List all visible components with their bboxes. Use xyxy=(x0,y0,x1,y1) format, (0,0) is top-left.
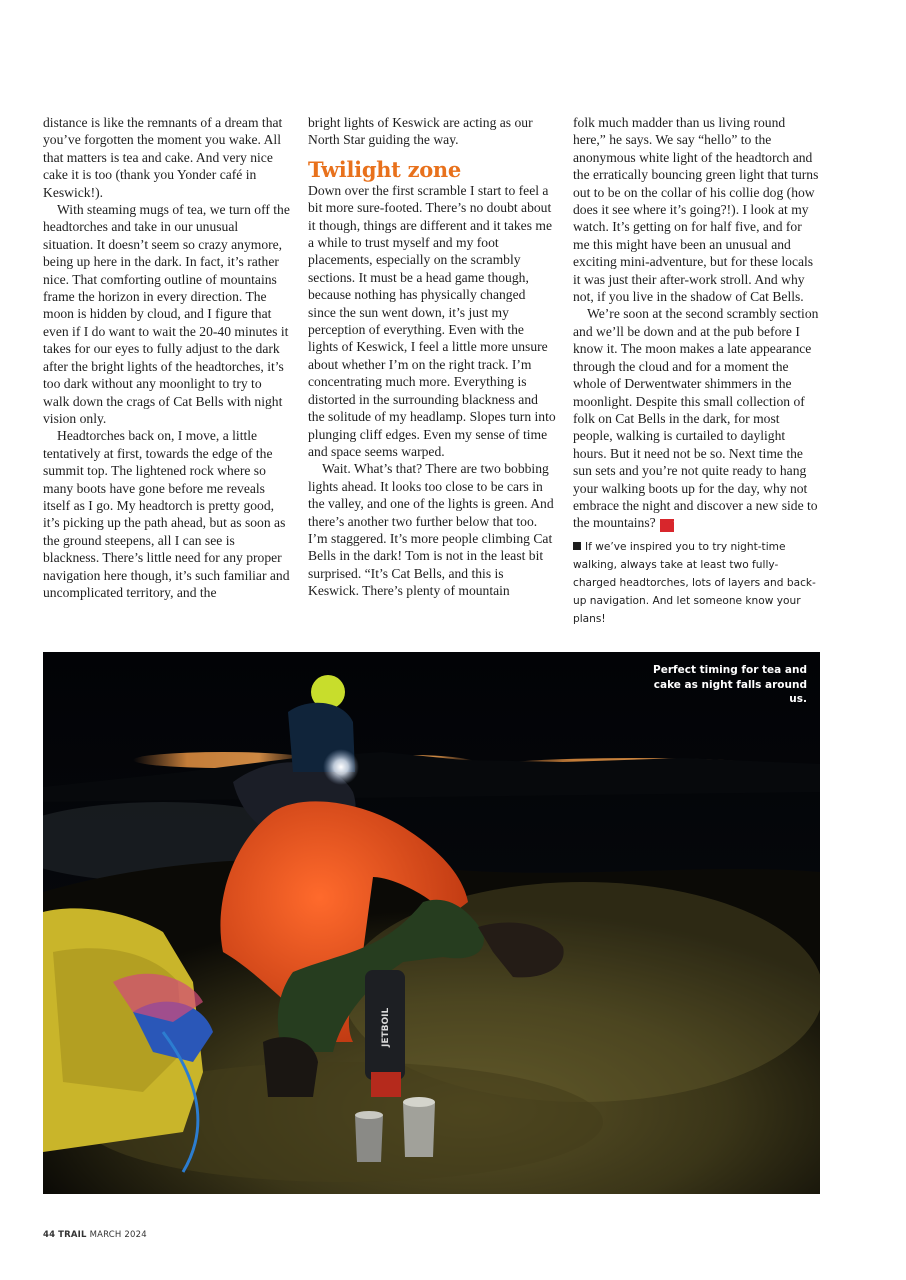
end-mark-icon: T xyxy=(660,519,674,532)
paragraph: folk much madder than us living round here,” he says. We say “hello” to the anonymous white light of the headtorch and the erratically bouncing green light that turns out to be on the collar of his collie dog (how does it see where it’s going?!). I look at my watch. It’s getting on for half five, and for me this might have been an unusual and exciting mini-adventure, but for these locals it was just their after-work stroll. And why not, if you live in the shadow of Cat Bells. xyxy=(573,115,819,305)
page-footer xyxy=(43,1230,147,1240)
paragraph: distance is like the remnants of a dream that you’ve forgotten the moment you wake. All that matters is tea and cake. And very nice cake it is too (thank you Yonder café in Keswick!). xyxy=(43,115,283,200)
article-column-2 xyxy=(308,114,556,600)
safety-note-text: If we’ve inspired you to try night-time walking, always take at least two fully-charged headtorches, lots of layers and back-up navigation. And let someone know your plans! xyxy=(573,541,816,626)
night-camp-photo xyxy=(43,652,820,1194)
article-column-1 xyxy=(43,114,291,601)
issue-date: MARCH 2024 xyxy=(89,1230,147,1240)
paragraph: bright lights of Keswick are acting as our North Star guiding the way. xyxy=(308,115,533,148)
photo-illustration xyxy=(43,652,820,1194)
paragraph: Down over the first scramble I start to feel a bit more sure-footed. There’s no doubt about it though, things are different and it takes me a while to trust myself and my foot placements, especially on the scrambly sections. It must be a head game though, because nothing has physically changed since the sun went down, it’s just my perception of everything. Even with the lights of Keswick, I feel a little more unsure about whether I’m on the right track. I’m concentrating much more. Everything is distorted in the surrounding blackness and the solitude of my headlamp. Slopes turn into plunging cliff edges. Even my sense of time and space seems warped. xyxy=(308,182,556,459)
page-number: 44 xyxy=(43,1230,56,1240)
paragraph-final xyxy=(573,305,821,532)
paragraph: With steaming mugs of tea, we turn off the headtorches and take in our unusual situation. It doesn’t seem so crazy anymore, being up here in the dark. In fact, it’s rather nice. That comforting outline of mountains frame the horizon in every direction. The moon is hidden by cloud, and I figure that even if I do want to wait the 20-40 minutes it takes for our eyes to fully adjust to the dark after the bright lights of the headtorches, it’s too dark without any moonlight to try to walk down the crags of Cat Bells with night vision only. xyxy=(43,202,290,426)
square-bullet-icon xyxy=(573,542,581,550)
magazine-name: TRAIL xyxy=(58,1230,87,1240)
photo-caption: Perfect timing for tea and cake as night falls around us. xyxy=(653,664,807,705)
paragraph: Headtorches back on, I move, a little tentatively at first, towards the edge of the summit top. The lightened rock where so many boots have gone before me reveals itself as I go. My headtorch is pretty good, it’s picking up the path ahead, but as soon as the ground steepens, all I can see is blackness. There’s little need for any proper navigation here though, it’s such familiar and uncomplicated territory, and the xyxy=(43,428,290,600)
paragraph: Wait. What’s that? There are two bobbing lights ahead. It looks too close to be cars in the valley, and one of the lights is green. And there’s another two further below that too. I’m staggered. It’s more people climbing Cat Bells in the dark! Tom is not in the least bit surprised. “It’s Cat Bells, and this is Keswick. There’s plenty of mountain xyxy=(308,461,554,599)
safety-note xyxy=(573,538,821,628)
paragraph-text: We’re soon at the second scrambly section and we’ll be down and at the pub before I know it. The moon makes a late appearance through the cloud and for a moment the whole of Derwentwater shimmers in the moonlight. Despite this small collection of folk on Cat Bells in the dark, for most people, walking is curtailed to daylight hours. But it need not be so. Next time the sun sets and you’re not quite ready to hang your walking boots up for the day, why not embrace the night and discover a new side to the mountains? xyxy=(573,306,819,531)
flask-label: JETBOIL xyxy=(381,1007,391,1047)
article-column-3 xyxy=(573,114,821,628)
section-subheading: Twilight zone xyxy=(308,156,461,182)
